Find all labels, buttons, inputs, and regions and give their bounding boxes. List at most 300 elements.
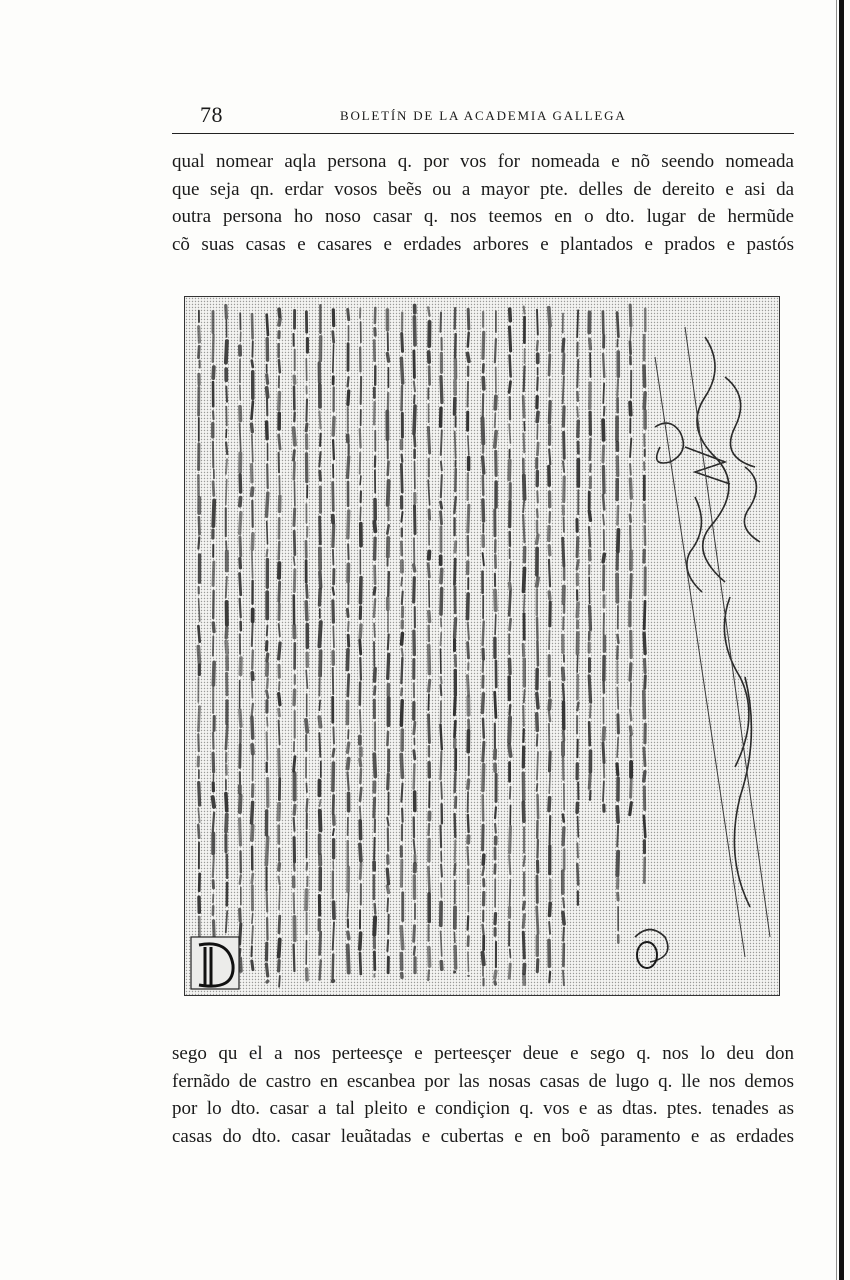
script-stroke [483, 394, 484, 416]
script-stroke [213, 411, 214, 419]
script-stroke [563, 461, 564, 472]
script-stroke [333, 763, 334, 791]
script-stroke [402, 592, 403, 605]
script-stroke [348, 377, 349, 386]
script-stroke [428, 867, 429, 892]
script-stroke [360, 429, 361, 447]
script-stroke [240, 537, 241, 556]
script-stroke [549, 546, 550, 555]
script-stroke [279, 749, 280, 775]
script-stroke [441, 782, 442, 798]
script-stroke [455, 334, 456, 357]
script-stroke [348, 759, 349, 769]
script-stroke [213, 501, 214, 527]
script-stroke [549, 972, 550, 982]
script-stroke [198, 647, 199, 663]
script-stroke [279, 976, 280, 987]
script-stroke [468, 505, 469, 532]
script-stroke [564, 477, 565, 501]
script-stroke [348, 675, 349, 696]
script-stroke [360, 710, 361, 732]
script-stroke [428, 427, 429, 453]
script-stroke [509, 424, 510, 443]
script-stroke [468, 623, 469, 639]
script-stroke [441, 752, 442, 780]
script-stroke [320, 471, 321, 480]
script-stroke [523, 915, 524, 928]
script-stroke [468, 353, 469, 361]
script-stroke [333, 550, 334, 565]
script-stroke [252, 465, 253, 482]
script-stroke [455, 619, 456, 638]
script-stroke [590, 339, 591, 349]
script-stroke [360, 864, 361, 879]
script-stroke [429, 680, 430, 691]
script-stroke [375, 538, 376, 559]
script-stroke [360, 658, 361, 680]
script-stroke [266, 964, 267, 976]
script-stroke [495, 413, 496, 427]
script-stroke [320, 517, 321, 544]
script-stroke [468, 594, 469, 619]
script-stroke [523, 706, 524, 726]
script-stroke [319, 622, 320, 646]
script-stroke [360, 844, 361, 861]
script-stroke [468, 916, 469, 930]
script-stroke [252, 424, 253, 432]
script-stroke [510, 562, 511, 581]
script-stroke [537, 509, 538, 517]
script-stroke [618, 893, 619, 900]
script-stroke [348, 457, 349, 478]
script-stroke [199, 327, 200, 342]
script-stroke [347, 609, 348, 616]
script-stroke [279, 961, 280, 971]
script-stroke [563, 684, 564, 700]
script-stroke [279, 940, 280, 957]
script-stroke [401, 464, 402, 492]
initial-letter-D [191, 937, 239, 989]
script-stroke [495, 396, 496, 408]
script-stroke [523, 515, 524, 542]
script-stroke [589, 527, 590, 546]
script-stroke [333, 440, 334, 459]
script-stroke [360, 625, 361, 638]
script-stroke [374, 798, 375, 817]
script-stroke [252, 874, 253, 883]
script-stroke [631, 683, 632, 706]
script-stroke [483, 825, 484, 850]
script-stroke [603, 312, 604, 334]
script-stroke [252, 682, 253, 698]
script-stroke [510, 949, 511, 957]
script-stroke [524, 568, 525, 591]
script-stroke [348, 544, 349, 559]
script-stroke [388, 572, 389, 596]
script-stroke [267, 550, 268, 557]
script-stroke [590, 439, 591, 460]
script-stroke [267, 521, 268, 543]
script-stroke [267, 654, 268, 661]
script-stroke [252, 961, 253, 970]
script-stroke [495, 824, 496, 833]
script-stroke [630, 328, 631, 340]
script-stroke [468, 815, 469, 832]
script-stroke [213, 753, 214, 772]
script-stroke [549, 724, 550, 750]
script-stroke [549, 773, 550, 793]
script-stroke [603, 467, 604, 493]
script-stroke [402, 649, 403, 656]
script-stroke [374, 623, 375, 637]
script-stroke [240, 949, 241, 956]
script-stroke [348, 511, 349, 538]
script-stroke [226, 815, 227, 832]
script-stroke [441, 677, 442, 683]
script-stroke [348, 635, 349, 646]
script-stroke [428, 694, 429, 710]
script-stroke [509, 460, 510, 479]
script-stroke [618, 530, 619, 552]
script-stroke [549, 700, 550, 709]
script-stroke [240, 574, 241, 595]
script-stroke [467, 676, 468, 696]
script-stroke [333, 749, 334, 756]
script-stroke [630, 803, 632, 815]
script-stroke [428, 970, 429, 980]
script-stroke [577, 561, 578, 570]
script-stroke [240, 819, 241, 845]
script-stroke [267, 422, 268, 439]
script-stroke [294, 893, 295, 913]
script-stroke [429, 948, 430, 966]
script-stroke [198, 537, 199, 548]
script-stroke [252, 802, 253, 823]
script-stroke [537, 310, 538, 335]
script-stroke [414, 565, 415, 571]
script-stroke [563, 971, 564, 986]
script-stroke [564, 432, 565, 458]
script-stroke [563, 668, 564, 679]
script-stroke [267, 388, 268, 397]
script-stroke [483, 953, 484, 965]
script-stroke [483, 855, 484, 864]
script-stroke [563, 732, 564, 741]
script-stroke [645, 526, 646, 545]
script-stroke [441, 313, 442, 332]
script-stroke [226, 628, 227, 638]
bottom-paragraph [172, 1040, 794, 1150]
script-stroke [361, 578, 362, 603]
script-stroke [307, 863, 308, 870]
script-stroke [455, 308, 456, 329]
script-stroke [240, 475, 241, 492]
script-stroke [589, 676, 590, 702]
text-line: que seja qn. erdar vosos beẽs ou a mayor pte. delles de dereito e asi da [172, 178, 794, 200]
text-line: por lo dto. casar a tal pleito e condiçion q. vos e as dtas. ptes. tenades as [172, 1098, 794, 1119]
script-stroke [240, 924, 241, 944]
script-stroke [578, 421, 579, 437]
script-stroke [226, 341, 227, 363]
script-stroke [630, 710, 631, 721]
script-stroke [549, 711, 550, 721]
script-stroke [320, 590, 321, 606]
script-stroke [333, 727, 334, 743]
script-stroke [320, 800, 321, 806]
script-stroke [279, 864, 280, 870]
script-stroke [495, 432, 496, 447]
script-stroke [252, 488, 253, 495]
script-stroke [198, 825, 199, 838]
script-stroke [618, 715, 619, 733]
script-stroke [510, 880, 511, 906]
script-stroke [441, 502, 442, 508]
script-stroke [509, 382, 510, 393]
script-stroke [483, 795, 484, 820]
script-stroke [374, 754, 375, 776]
script-stroke [375, 566, 376, 584]
script-stroke [577, 360, 578, 387]
script-stroke [563, 377, 564, 404]
script-stroke [510, 659, 511, 673]
script-stroke [374, 522, 375, 531]
script-stroke [644, 393, 645, 408]
script-stroke [347, 772, 348, 789]
script-stroke [523, 902, 524, 909]
script-stroke [630, 664, 631, 680]
script-stroke [414, 382, 415, 392]
script-stroke [360, 933, 361, 949]
script-stroke [252, 314, 253, 338]
script-stroke [333, 588, 334, 595]
running-head [172, 100, 794, 130]
script-stroke [589, 577, 590, 603]
script-stroke [441, 826, 442, 848]
script-stroke [294, 462, 295, 479]
script-stroke [306, 424, 307, 431]
script-stroke [630, 342, 631, 354]
script-stroke [563, 354, 564, 374]
script-stroke [441, 430, 442, 455]
script-stroke [589, 511, 590, 520]
script-stroke [631, 736, 632, 757]
script-stroke [428, 307, 429, 315]
script-stroke [483, 457, 484, 473]
script-stroke [537, 618, 538, 639]
script-stroke [537, 784, 538, 791]
script-stroke [510, 619, 511, 630]
script-stroke [509, 964, 510, 978]
script-stroke [267, 717, 268, 726]
script-stroke [644, 505, 645, 523]
script-stroke [537, 752, 538, 780]
script-stroke [213, 482, 214, 496]
script-stroke [510, 705, 511, 714]
script-stroke [347, 894, 348, 917]
script-stroke [603, 420, 604, 440]
script-stroke [644, 366, 645, 386]
script-stroke [226, 306, 227, 318]
script-stroke [455, 721, 456, 737]
script-stroke [279, 694, 280, 705]
script-stroke [495, 615, 496, 635]
script-stroke [577, 538, 578, 557]
script-stroke [294, 509, 295, 526]
script-stroke [320, 932, 321, 954]
script-stroke [644, 772, 645, 781]
script-stroke [441, 962, 442, 970]
script-stroke [630, 403, 631, 415]
script-stroke [333, 627, 334, 648]
script-stroke [333, 525, 334, 547]
script-stroke [563, 815, 564, 822]
script-stroke [213, 623, 214, 632]
script-stroke [226, 443, 227, 455]
script-stroke [644, 816, 645, 837]
script-stroke [360, 807, 361, 819]
script-stroke [279, 721, 280, 745]
script-stroke [360, 769, 361, 783]
script-stroke [198, 626, 199, 642]
script-stroke [563, 898, 564, 907]
script-stroke [577, 656, 578, 673]
script-stroke [630, 439, 631, 458]
script-stroke [537, 714, 538, 731]
script-stroke [279, 319, 280, 326]
manuscript-facsimile-image [184, 296, 780, 996]
script-stroke [360, 953, 361, 974]
script-stroke [550, 903, 551, 915]
script-stroke [537, 960, 538, 972]
script-stroke [549, 631, 550, 650]
script-stroke [240, 385, 241, 400]
text-line: cõ suas casas e casares e erdades arbores e plantados e prados e pastós [172, 233, 794, 255]
script-stroke [401, 927, 402, 949]
script-stroke [387, 525, 388, 533]
script-stroke [630, 464, 631, 474]
script-stroke [483, 378, 484, 389]
script-stroke [347, 650, 348, 670]
text-line: fernãdo de castro en escanbea por las nosas casas de lugo q. lle nos demos [172, 1070, 794, 1092]
script-stroke [510, 327, 511, 351]
script-stroke [375, 669, 376, 682]
script-stroke [617, 852, 618, 876]
script-stroke [523, 932, 524, 958]
script-stroke [240, 599, 241, 618]
script-stroke [199, 347, 200, 358]
script-stroke [240, 498, 241, 506]
script-stroke [603, 554, 604, 562]
script-stroke [306, 602, 307, 620]
script-stroke [483, 500, 484, 521]
script-stroke [320, 572, 321, 587]
script-stroke [279, 360, 280, 372]
script-stroke [294, 690, 295, 704]
script-stroke [537, 907, 538, 934]
script-stroke [267, 464, 268, 488]
script-stroke [320, 811, 321, 831]
text-line: outra persona ho noso casar q. nos teemos en o dto. lugar de hermũde [172, 206, 794, 227]
script-stroke [226, 726, 227, 749]
script-stroke [387, 818, 388, 826]
script-stroke [468, 952, 469, 971]
script-stroke [644, 601, 645, 628]
script-stroke [252, 361, 253, 367]
script-stroke [279, 393, 280, 410]
script-stroke [524, 595, 525, 612]
script-stroke [360, 476, 361, 485]
script-stroke [537, 578, 538, 586]
script-stroke [644, 633, 645, 653]
script-stroke [509, 718, 510, 743]
script-stroke [617, 738, 618, 758]
script-stroke [428, 564, 429, 577]
script-stroke [468, 382, 469, 407]
script-stroke [590, 606, 591, 629]
script-stroke [549, 798, 550, 811]
script-stroke [213, 335, 214, 362]
script-stroke [538, 795, 539, 818]
script-stroke [226, 577, 227, 598]
script-stroke [617, 807, 618, 822]
script-stroke [213, 662, 214, 685]
script-stroke [455, 773, 456, 792]
script-stroke [455, 946, 456, 968]
script-stroke [252, 651, 253, 669]
script-stroke [279, 435, 280, 449]
script-stroke [387, 869, 388, 884]
script-stroke [213, 367, 214, 378]
script-stroke [294, 945, 295, 971]
script-stroke [617, 687, 618, 708]
script-stroke [630, 515, 631, 522]
script-stroke [482, 694, 483, 713]
script-stroke [294, 428, 295, 445]
script-stroke [306, 670, 307, 688]
script-stroke [603, 383, 604, 403]
script-stroke [604, 728, 605, 740]
script-stroke [617, 826, 618, 847]
script-stroke [360, 788, 361, 801]
script-stroke [644, 748, 645, 766]
script-stroke [630, 305, 631, 326]
script-stroke [252, 435, 253, 462]
script-stroke [549, 402, 550, 424]
script-stroke [510, 827, 511, 853]
script-stroke [589, 775, 590, 789]
script-stroke [495, 807, 496, 818]
script-stroke [333, 922, 334, 950]
script-stroke [279, 886, 280, 909]
script-stroke [645, 660, 646, 673]
script-stroke [495, 339, 496, 362]
script-stroke [348, 743, 349, 752]
script-stroke [537, 641, 538, 665]
page-number: 78 [200, 102, 223, 127]
script-stroke [577, 864, 578, 885]
script-stroke [523, 501, 524, 512]
script-stroke [563, 407, 564, 426]
script-stroke [279, 542, 280, 560]
script-stroke [374, 588, 375, 595]
script-stroke [468, 333, 469, 347]
script-stroke [563, 928, 564, 941]
script-stroke [414, 751, 415, 759]
script-stroke [333, 955, 334, 979]
script-stroke [524, 434, 525, 453]
script-stroke [240, 796, 241, 813]
script-stroke [279, 624, 280, 636]
